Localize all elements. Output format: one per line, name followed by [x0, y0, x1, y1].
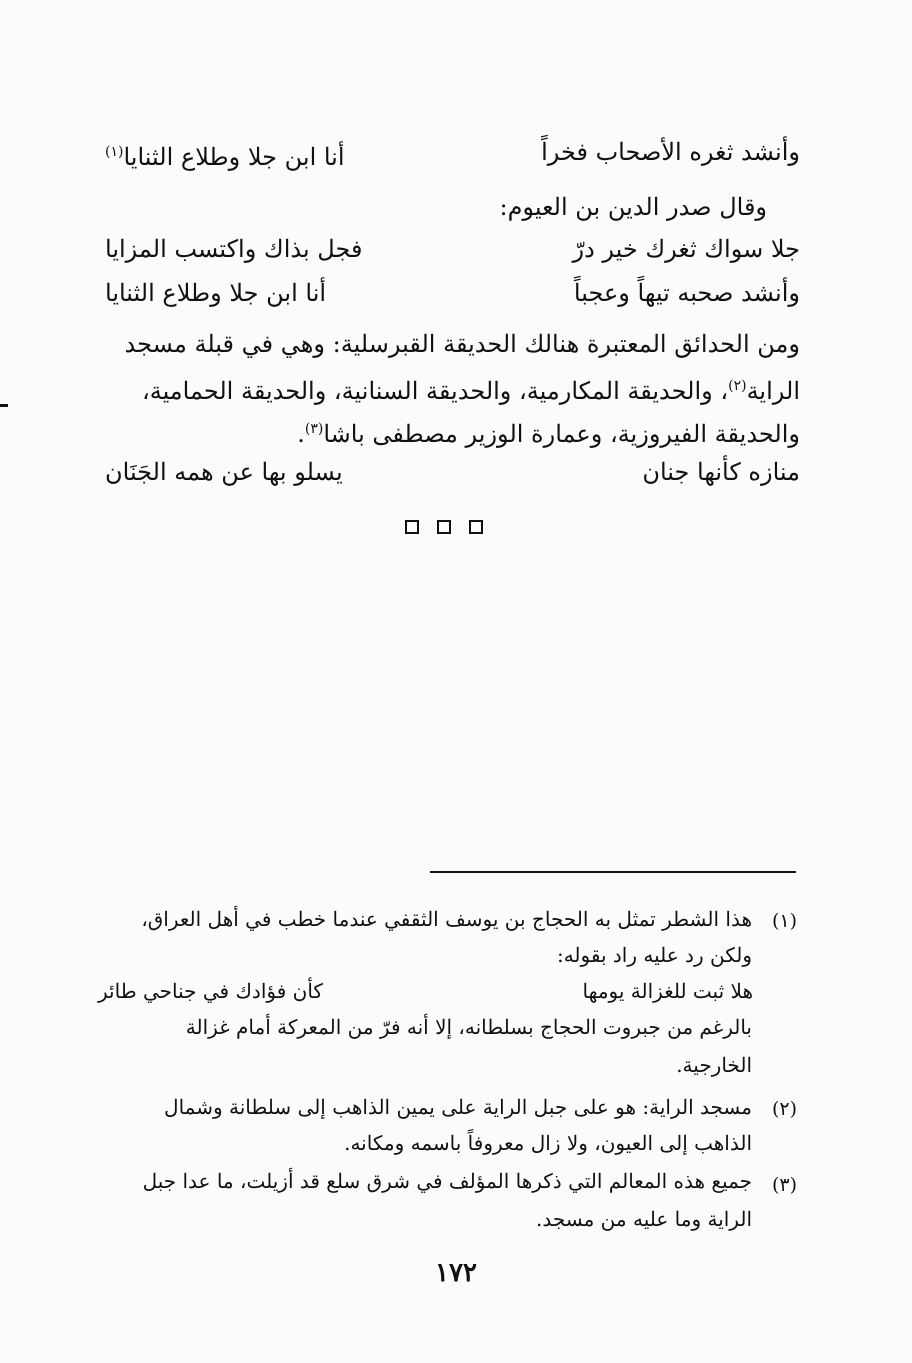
verse-3 [105, 276, 800, 312]
verse-2-second-hemistich: فجل بذاك واكتسب المزايا [105, 235, 363, 263]
verse-1 [105, 135, 800, 171]
verse-2 [105, 232, 800, 268]
footnote-ref-2[interactable]: (٢) [728, 378, 747, 394]
footnote-1-line-1: هذا الشطر تمثل به الحجاج بن يوسف الثقفي عندما خطب في أهل العراق، [141, 907, 752, 931]
paragraph-line-2: الراية$^{(٢)}$، والحديقة المكارمية، والحديقة السنانية، والحديقة الحمامية، [141, 377, 800, 405]
footnote-3-number: (٣) [771, 1174, 797, 1196]
footnote-1-verse-first-hemistich: هلا ثبت للغزالة يومها [582, 979, 753, 1003]
footnote-2-line-1: مسجد الراية: هو على جبل الراية على يمين الذاهب إلى سلطانة وشمال [164, 1095, 752, 1119]
footnote-1-line-2: ولكن رد عليه راد بقوله: [556, 943, 752, 967]
verse-3-first-hemistich: وأنشد صحبه تيهاً وعجباً [573, 279, 800, 307]
verse-4 [105, 455, 800, 491]
footnote-2-line-2: الذاهب إلى العيون، ولا زال معروفاً باسمه ومكانه. [344, 1131, 752, 1155]
intro-line: وقال صدر الدين بن العيوم: [499, 193, 767, 221]
footnote-1-number: (١) [771, 910, 797, 932]
separator-square [405, 520, 419, 534]
footnote-rule [430, 871, 796, 873]
footnote-1-line-3: بالرغم من جبروت الحجاج بسلطانه، إلا أنه فرّ من المعركة أمام غزالة [185, 1015, 752, 1039]
paragraph-line-1: ومن الحدائق المعتبرة هنالك الحديقة القبرسلية: وهي في قبلة مسجد [124, 330, 800, 358]
footnote-3-line-1: جميع هذه المعالم التي ذكرها المؤلف في شرق سلع قد أزيلت، ما عدا جبل [142, 1169, 752, 1193]
verse-3-second-hemistich: أنا ابن جلا وطلاع الثنايا [105, 279, 327, 307]
footnote-1-verse [98, 976, 753, 1006]
footnote-ref-1[interactable]: (١) [105, 144, 124, 160]
paragraph-line-3: والحديقة الفيروزية، وعمارة الوزير مصطفى باشا$^{(٣)}$. [297, 420, 800, 448]
verse-4-second-hemistich: يسلو بها عن همه الجَنَان [105, 458, 343, 486]
section-separator [405, 520, 505, 540]
footnote-1-verse-second-hemistich: كأن فؤادك في جناحي طائر [98, 979, 323, 1003]
verse-1-first-hemistich: وأنشد ثغره الأصحاب فخراً [541, 138, 800, 166]
separator-square [437, 520, 451, 534]
footnote-1-line-4: الخارجية. [676, 1053, 752, 1077]
separator-square [469, 520, 483, 534]
verse-1-second-hemistich: أنا ابن جلا وطلاع الثنايا$^{(١)}$ [105, 143, 345, 171]
verse-4-first-hemistich: منازه كأنها جنان [642, 458, 800, 486]
page-number: ١٧٢ [435, 1258, 477, 1288]
footnote-2-number: (٢) [771, 1098, 797, 1120]
verse-2-first-hemistich: جلا سواك ثغرك خير درّ [572, 235, 800, 263]
margin-mark [0, 404, 8, 407]
footnote-3-line-2: الراية وما عليه من مسجد. [536, 1207, 752, 1231]
footnote-ref-3[interactable]: (٣) [304, 421, 324, 437]
